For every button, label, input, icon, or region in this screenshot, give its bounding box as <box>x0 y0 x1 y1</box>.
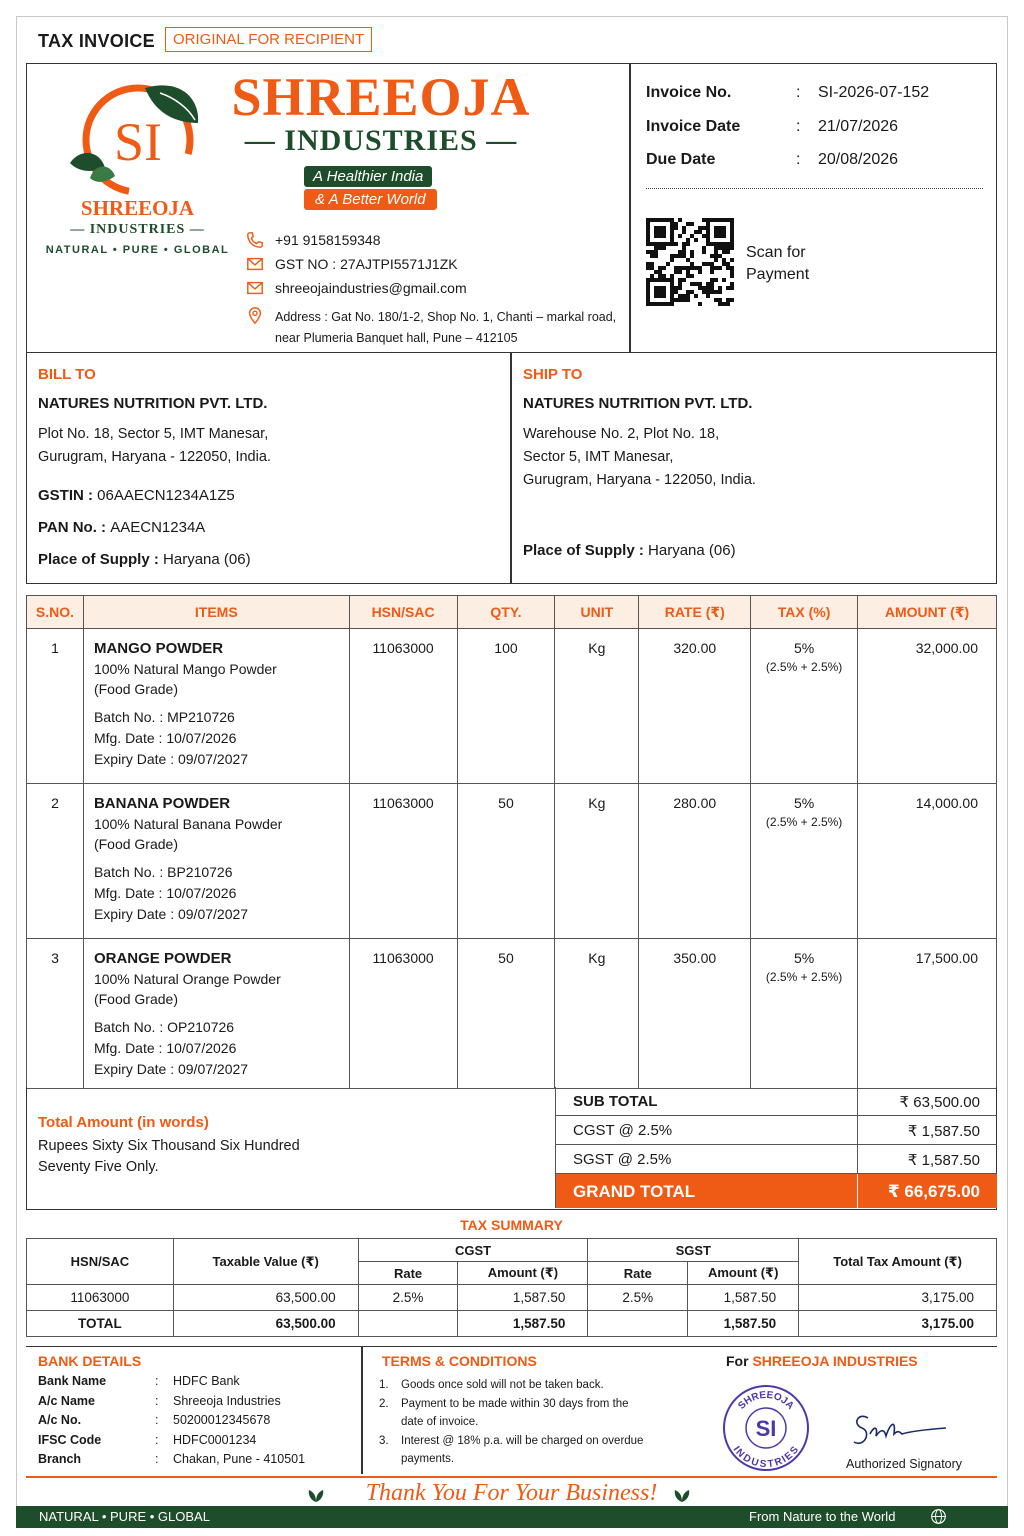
ts-total-header: Total Tax Amount (₹) <box>799 1239 997 1285</box>
items-header-row <box>27 596 997 629</box>
bill-to-address: Plot No. 18, Sector 5, IMT Manesar, Gurugram, Haryana - 122050, India. <box>38 426 271 465</box>
col-rate: RATE (₹) <box>639 596 751 629</box>
item-name: ORANGE POWDER <box>93 950 232 967</box>
footer-left-text: NATURAL • PURE • GLOBAL <box>39 1509 210 1524</box>
footer-divider <box>361 1346 363 1474</box>
logo-brand-name: SHREEOJA <box>80 196 195 220</box>
bank-row: A/c Name : Shreeoja Industries <box>38 1393 281 1408</box>
item-sno: 2 <box>27 784 84 939</box>
ship-to-name: NATURES NUTRITION PVT. LTD. <box>523 395 753 412</box>
item-details: ORANGE POWDER 100% Natural Orange Powder (Food Grade) Batch No. : OP210726 Mfg. Date : 10/07/2026 Expiry Date : 09/07/2027 <box>83 939 349 1089</box>
item-tax: 5% (2.5% + 2.5%) <box>751 629 858 784</box>
item-mfg: 10/07/2026 <box>166 1040 237 1056</box>
due-date-row: Due Date : 20/08/2026 <box>646 151 899 168</box>
for-company-label: For SHREEOJA INDUSTRIES <box>726 1353 918 1369</box>
bank-details-heading: BANK DETAILS <box>38 1353 142 1369</box>
email-address[interactable]: shreeojaindustries@gmail.com <box>275 280 467 296</box>
terms-item: 3. Interest @ 18% p.a. will be charged on overdue payments. <box>379 1434 644 1465</box>
bill-to-name: NATURES NUTRITION PVT. LTD. <box>38 395 268 412</box>
totals-table <box>555 1087 997 1208</box>
svg-text:SI: SI <box>755 1416 777 1441</box>
item-tax: 5% (2.5% + 2.5%) <box>751 784 858 939</box>
item-rate: 350.00 <box>639 939 751 1089</box>
item-unit: Kg <box>555 629 639 784</box>
ts-sgst-header: SGST <box>588 1239 799 1262</box>
thanks-divider <box>26 1476 997 1478</box>
item-amount: 32,000.00 <box>858 629 997 784</box>
col-sno: S.NO. <box>27 596 84 629</box>
bank-row: IFSC Code : HDFC0001234 <box>38 1432 257 1447</box>
col-amount: AMOUNT (₹) <box>858 596 997 629</box>
item-row <box>27 784 997 939</box>
sub-total-row: SUB TOTAL ₹ 63,500.00 <box>555 1087 997 1116</box>
scan-for-payment-label: Scan for Payment <box>746 244 810 283</box>
header-divider <box>629 63 631 353</box>
terms-list <box>379 1376 649 1469</box>
item-rate: 320.00 <box>639 629 751 784</box>
bank-row: Bank Name : HDFC Bank <box>38 1374 240 1388</box>
item-unit: Kg <box>555 939 639 1089</box>
invoice-date-row: Invoice Date : 21/07/2026 <box>646 118 899 135</box>
company-industries: — INDUSTRIES — <box>244 124 518 157</box>
svg-text:INDUSTRIES: INDUSTRIES <box>730 1444 801 1471</box>
item-rate: 280.00 <box>639 784 751 939</box>
col-qty: QTY. <box>457 596 555 629</box>
ts-total-row: TOTAL 63,500.00 1,587.50 1,587.50 3,175.00 <box>27 1311 997 1337</box>
gst-contact <box>246 255 458 273</box>
company-address: Address : Gat No. 180/1-2, Shop No. 1, Chanti – markal road, near Plumeria Banquet hall, Pune – 412105 <box>275 310 617 345</box>
grand-total-row: GRAND TOTAL ₹ 66,675.00 <box>555 1174 997 1208</box>
bill-to-place-of-supply: Place of Supply : Haryana (06) <box>38 551 251 568</box>
company-name: SHREEOJA <box>231 67 531 127</box>
item-batch: OP210726 <box>167 1019 235 1035</box>
item-qty: 50 <box>457 939 555 1089</box>
invoice-date: 21/07/2026 <box>818 118 899 135</box>
item-details: MANGO POWDER 100% Natural Mango Powder (Food Grade) Batch No. : MP210726 Mfg. Date : 10/07/2026 Expiry Date : 09/07/2027 <box>83 629 349 784</box>
item-sno: 3 <box>27 939 84 1089</box>
item-amount: 14,000.00 <box>858 784 997 939</box>
item-unit: Kg <box>555 784 639 939</box>
tagline-better-world: & A Better World <box>304 189 437 210</box>
terms-item: 2. Payment to be made within 30 days from the date of invoice. <box>379 1397 629 1428</box>
item-hsn: 11063000 <box>349 784 457 939</box>
item-amount: 17,500.00 <box>858 939 997 1089</box>
terms-heading: TERMS & CONDITIONS <box>382 1353 537 1369</box>
gst-number: GST NO : 27AJTPI5571J1ZK <box>275 256 458 272</box>
svg-text:SI: SI <box>113 112 163 172</box>
item-batch: MP210726 <box>167 709 235 725</box>
item-details: BANANA POWDER 100% Natural Banana Powder (Food Grade) Batch No. : BP210726 Mfg. Date : 10/07/2026 Expiry Date : 09/07/2027 <box>83 784 349 939</box>
tax-summary-title: TAX SUMMARY <box>460 1217 563 1233</box>
bill-to-pan: PAN No. : AAECN1234A <box>38 519 206 536</box>
payment-qr-code[interactable] <box>646 218 734 306</box>
item-batch: BP210726 <box>167 864 233 880</box>
logo-tagline: NATURAL • PURE • GLOBAL <box>45 244 230 256</box>
item-name: BANANA POWDER <box>93 795 231 812</box>
item-row <box>27 939 997 1089</box>
footer-bar <box>16 1506 1008 1528</box>
phone-contact <box>246 231 381 249</box>
bill-to-heading: BILL TO <box>38 366 96 383</box>
item-expiry: 09/07/2027 <box>177 751 249 767</box>
item-mfg: 10/07/2026 <box>166 885 237 901</box>
item-row <box>27 629 997 784</box>
dotted-divider <box>646 188 983 189</box>
company-stamp <box>722 1384 810 1472</box>
due-date: 20/08/2026 <box>818 151 899 168</box>
ship-to-address: Warehouse No. 2, Plot No. 18, Sector 5, IMT Manesar, Gurugram, Haryana - 122050, India. <box>523 426 756 488</box>
item-qty: 100 <box>457 629 555 784</box>
item-hsn: 11063000 <box>349 629 457 784</box>
ts-taxable-header: Taxable Value (₹) <box>173 1239 358 1285</box>
tax-summary-table: HSN/SAC Taxable Value (₹) CGST SGST Total Tax Amount (₹) Rate Amount (₹) Rate Amount (₹) 11063000 63,500.00 2.5% 1,587.50 2.5% 1,587.50 3,175.00 TOTAL 63,500.00 1,587.50 1,587.50 3,175.00 <box>26 1238 997 1337</box>
copy-badge: ORIGINAL FOR RECIPIENT <box>165 27 372 52</box>
svg-text:SHREEOJA: SHREEOJA <box>736 1389 796 1412</box>
terms-item: 1. Goods once sold will not be taken back. <box>379 1379 604 1391</box>
ts-hsn-header: HSN/SAC <box>27 1239 174 1285</box>
leaf-right-icon <box>672 1486 692 1506</box>
bank-row: A/c No. : 50200012345678 <box>38 1413 271 1427</box>
cgst-row: CGST @ 2.5% ₹ 1,587.50 <box>555 1116 997 1145</box>
col-items: ITEMS <box>83 596 349 629</box>
location-pin-icon <box>246 307 264 325</box>
grand-total-value: ₹ 66,675.00 <box>887 1182 980 1201</box>
bank-row: Branch : Chakan, Pune - 410501 <box>38 1452 306 1466</box>
ship-to-place-of-supply: Place of Supply : Haryana (06) <box>523 542 736 559</box>
invoice-number: SI-2026-07-152 <box>818 84 930 101</box>
address-divider <box>510 352 512 584</box>
item-sno: 1 <box>27 629 84 784</box>
email-icon <box>246 279 264 297</box>
item-qty: 50 <box>457 784 555 939</box>
authorized-signatory: Authorized Signatory <box>846 1457 963 1471</box>
item-hsn: 11063000 <box>349 939 457 1089</box>
phone-number: +91 9158159348 <box>275 232 381 248</box>
invoice-number-row: Invoice No. : SI-2026-07-152 <box>646 84 930 101</box>
item-expiry: 09/07/2027 <box>177 1061 249 1077</box>
col-hsn: HSN/SAC <box>349 596 457 629</box>
ts-cgst-header: CGST <box>358 1239 588 1262</box>
envelope-icon <box>246 255 264 273</box>
item-mfg: 10/07/2026 <box>166 730 237 746</box>
ts-data-row: 11063000 63,500.00 2.5% 1,587.50 2.5% 1,587.50 3,175.00 <box>27 1285 997 1311</box>
items-table <box>26 595 997 1089</box>
item-expiry: 09/07/2027 <box>177 906 249 922</box>
item-tax: 5% (2.5% + 2.5%) <box>751 939 858 1089</box>
footer-right-text: From Nature to the World <box>749 1509 896 1524</box>
phone-icon <box>246 231 264 249</box>
signature <box>850 1404 950 1454</box>
thank-you-message: Thank You For Your Business! <box>365 1480 658 1506</box>
sgst-row: SGST @ 2.5% ₹ 1,587.50 <box>555 1145 997 1174</box>
logo-industries: — INDUSTRIES — <box>70 222 205 237</box>
item-name: MANGO POWDER <box>93 640 224 657</box>
globe-icon <box>930 1508 947 1525</box>
col-tax: TAX (%) <box>751 596 858 629</box>
col-unit: UNIT <box>555 596 639 629</box>
ship-to-heading: SHIP TO <box>523 366 583 383</box>
email-contact <box>246 279 467 297</box>
amount-in-words: Total Amount (in words) Rupees Sixty Six Thousand Six Hundred Seventy Five Only. <box>38 1114 300 1175</box>
document-type: TAX INVOICE <box>38 31 155 51</box>
tagline-healthier-india: A Healthier India <box>304 166 432 187</box>
bill-to-gstin: GSTIN : 06AAECN1234A1Z5 <box>38 487 235 504</box>
